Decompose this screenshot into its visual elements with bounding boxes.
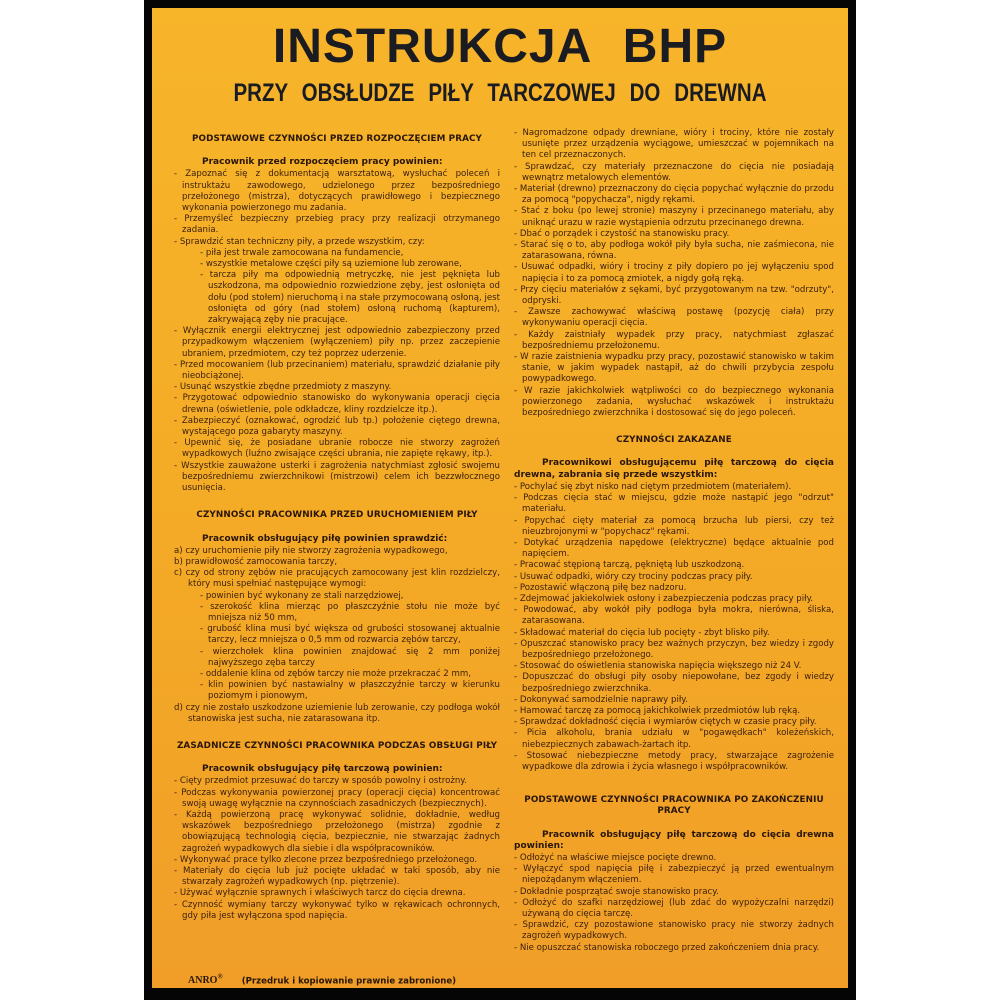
list-item: - Przemyśleć bezpieczny przebieg pracy przy realizacji otrzymanego zadania. (174, 214, 500, 236)
sub-list-item: - oddalenie klina od zębów tarczy nie może przekraczać 2 mm, (200, 669, 500, 680)
list-item: - Podczas wykonywania powierzonej pracy (operacji cięcia) koncentrować swoją uwagę wyłącznie na czynnościach zasadniczych (bezpiecznych). (174, 788, 500, 810)
section-intro: Pracownikowi obsługującemu piłę tarczową do cięcia drewna, zabrania się przede wszystkim: (514, 458, 834, 480)
instruction-list (174, 776, 500, 922)
list-item: d) czy nie zostało uszkodzone uziemienie lub zerowanie, czy podłoga wokół stanowiska jest sucha, nie zatarasowana itp. (174, 702, 500, 724)
list-item: - Podczas cięcia stać w miejscu, gdzie może nastąpić jego "odrzut" materiału. (514, 493, 834, 515)
list-item: - Dbać o porządek i czystość na stanowisku pracy. (514, 229, 834, 240)
instruction-list (174, 326, 500, 494)
spacer (514, 783, 834, 789)
list-item: - Składować materiał do cięcia lub pocięty - zbyt blisko piły. (514, 628, 834, 639)
list-item: - Sprawdzać dokładność cięcia i wymiarów ciętych w czasie pracy piły. (514, 717, 834, 728)
sign-panel (152, 8, 848, 988)
sub-list (200, 591, 500, 703)
list-item: - Sprawdzić stan techniczny piły, a przede wszystkim, czy: (174, 237, 500, 248)
list-item: - Czynność wymiany tarczy wykonywać tylko w rękawicach ochronnych, gdy piła jest wyłączona spod napięcia. (174, 900, 500, 922)
list-item: - Stosować niebezpieczne metody pracy, stwarzające zagrożenie wypadkowe dla zdrowia i życia własnego i współpracowników. (514, 751, 834, 773)
list-item: - Używać wyłącznie sprawnych i właściwych tarcz do cięcia drewna. (174, 888, 500, 899)
spacer (514, 419, 834, 429)
instruction-list (514, 128, 834, 419)
sub-list-item: - tarcza piły ma odpowiednią metryczkę, nie jest pęknięta lub uszkodzona, ma odpowiednio rozwiedzione zęby, jest osłonięta od dołu (pod stołem) nieruchomą i na stałe przymocowaną osłoną, jest osłonięta od góry (nad stołem) osłoną ruchomą (kapturem), zakrywającą zęby nie pracujące. (200, 270, 500, 326)
list-item: - Dotykać urządzenia napędowe (elektryczne) będące aktualnie pod napięciem. (514, 538, 834, 560)
list-item: - Dokładnie posprzątać swoje stanowisko pracy. (514, 887, 834, 898)
list-item: - Odłożyć na właściwe miejsce pocięte drewno. (514, 853, 834, 864)
sub-list-item: - wszystkie metalowe części piły są uziemione lub zerowane, (200, 259, 500, 270)
brand-logo (188, 975, 223, 986)
left-column (174, 128, 500, 922)
page-subtitle: PRZY OBSŁUDZE PIŁY TARCZOWEJ DO DREWNA (233, 79, 767, 107)
section-intro: Pracownik obsługujący piłę tarczową powinien: (202, 764, 443, 775)
list-item: - Starać się o to, aby podłoga wokół piły była sucha, nie zaśmiecona, nie zatarasowana, równa. (514, 240, 834, 262)
page-title: INSTRUKCJA BHP (272, 20, 728, 73)
section-heading: CZYNNOŚCI ZAKAZANE (616, 435, 732, 446)
footer (188, 973, 456, 986)
list-item: - Zawsze zachowywać właściwą postawę (pozycję ciała) przy wykonywaniu operacji cięcia. (514, 307, 834, 329)
list-item: - Upewnić się, że posiadane ubranie robocze nie stworzy zagrożeń wypadkowych (luźno zwisające części ubrania, nie zapięte rękawy, itp.). (174, 438, 500, 460)
list-item: - Usuwać odpadki, wióry i trociny z piły dopiero po jej wyłączeniu spod napięcia i to za pomocą zmiotek, a nigdy gołą ręką. (514, 262, 834, 284)
list-item: - W razie zaistnienia wypadku przy pracy, pozostawić stanowisko w takim stanie, w jakim wypadek nastąpił, aż do chwili przybycia zespołu powypadkowego. (514, 352, 834, 386)
list-item: - Hamować tarczę za pomocą jakichkolwiek przedmiotów lub ręką. (514, 706, 834, 717)
sub-list (200, 248, 500, 326)
list-item: - Stać z boku (po lewej stronie) maszyny i przecinanego materiału, aby uniknąć urazu w razie wystąpienia odrzutu przecinanego drewna. (514, 206, 834, 228)
registered-mark: ® (217, 973, 223, 981)
list-item: - Wyłącznik energii elektrycznej jest odpowiednio zabezpieczony przed przypadkowym włączeniem (wyłączeniem) piły np. przez zaczepienie ubraniem, przedmiotem, czy też poprzez uderzenie. (174, 326, 500, 360)
list-item: - Usunąć wszystkie zbędne przedmioty z maszyny. (174, 382, 500, 393)
list-item: - Wszystkie zauważone usterki i zagrożenia natychmiast zgłosić swojemu bezpośredniemu zwierzchnikowi (mistrzowi) celem ich bezzwłocznego usunięcia. (174, 461, 500, 495)
section-intro: Pracownik obsługujący piłę tarczową do cięcia drewna powinien: (514, 829, 834, 851)
list-item: - Przed mocowaniem (lub przecinaniem) materiału, sprawdzić działanie piły nieobciążonej. (174, 360, 500, 382)
instruction-list (514, 853, 834, 954)
list-item: - Nagromadzone odpady drewniane, wióry i trociny, które nie zostały usunięte przez urządzenia wyciągowe, umieszczać w pojemnikach na ten cel przeznaczonych. (514, 128, 834, 162)
sub-list-item: - szerokość klina mierząc po płaszczyźnie stołu nie może być mniejsza niż 50 mm, (200, 602, 500, 624)
section-heading: CZYNNOŚCI PRACOWNIKA PRZED URUCHOMIENIEM PIŁY (196, 510, 478, 521)
section-heading: PODSTAWOWE CZYNNOŚCI PRACOWNIKA PO ZAKOŃCZENIU PRACY (524, 795, 824, 817)
right-column (514, 128, 834, 954)
list-item: - Materiały do cięcia lub już pocięte układać w taki sposób, aby nie stwarzały zagrożeń wypadkowych (np. piętrzenie). (174, 866, 500, 888)
list-item: - Popychać cięty materiał za pomocą brzucha lub piersi, czy też nieuzbrojonymi w "popychacz" rękami. (514, 516, 834, 538)
spacer (174, 494, 500, 504)
list-item: - Usuwać odpadki, wióry czy trociny podczas pracy piły. (514, 572, 834, 583)
spacer (174, 725, 500, 735)
brand-name: ANRO (188, 975, 218, 987)
list-item: - Zabezpieczyć (oznakować, ogrodzić lub tp.) położenie ciętego drewna, wystającego poza gabaryty maszyny. (174, 416, 500, 438)
sub-list-item: - wierzchołek klina powinien znajdować się 2 mm poniżej najwyższego zęba tarczy (200, 647, 500, 669)
lettered-list (174, 703, 500, 725)
list-item: - Zdejmować jakiekolwiek osłony i zabezpieczenia podczas pracy piły. (514, 594, 834, 605)
list-item: - Odłożyć do szafki narzędziowej (lub zdać do wypożyczalni narzędzi) używaną do cięcia tarczę. (514, 898, 834, 920)
list-item: - Powodować, aby wokół piły podłoga była mokra, nierówna, śliska, zatarasowana. (514, 605, 834, 627)
section-heading: ZASADNICZE CZYNNOŚCI PRACOWNIKA PODCZAS OBSŁUGI PIŁY (176, 740, 498, 751)
list-item: - Sprawdzać, czy materiały przeznaczone do cięcia nie posiadają wewnątrz metalowych elementów. (514, 162, 834, 184)
section-intro: Pracownik obsługujący piłę powinien sprawdzić: (202, 533, 448, 544)
sub-list-item: - piła jest trwale zamocowana na fundamencie, (200, 248, 500, 259)
list-item: - Każdy zaistniały wypadek przy pracy, natychmiast zgłaszać bezpośredniemu przełożonemu. (514, 330, 834, 352)
sub-list-item: - powinien być wykonany ze stali narzędziowej, (200, 591, 500, 602)
list-item: - Pozostawić włączoną piłę bez nadzoru. (514, 583, 834, 594)
list-item: - Każdą powierzoną pracę wykonywać solidnie, dokładnie, według wskazówek bezpośredniego przełożonego (mistrza) zgodnie z obowiązującą technologią cięcia, bezpiecznie, nie stwarzając żadnych zagrożeń wypadkowych dla siebie i dla współpracowników. (174, 810, 500, 855)
sub-list-item: - grubość klina musi być większa od grubości stosowanej aktualnie tarczy, lecz mniejsza o 0,5 mm od rozwarcia zębów tarczy, (200, 624, 500, 646)
list-item: - Zapoznać się z dokumentacją warsztatową, wysłuchać poleceń i instruktażu zawodowego, udzielonego przez bezpośredniego przełożonego (mistrza), dotyczących prawidłowego i bezpiecznego wykonania powierzonego mu zadania. (174, 169, 500, 214)
list-item: - Przygotować odpowiednio stanowisko do wykonywania operacji cięcia drewna (oświetlenie, pole odkładcze, kliny rozdzielcze itp.). (174, 393, 500, 415)
list-item: - Cięty przedmiot przesuwać do tarczy w sposób powolny i ostrożny. (174, 776, 500, 787)
safety-sign (144, 0, 856, 1000)
list-item: - W razie jakichkolwiek wątpliwości co do bezpiecznego wykonania powierzonego zadania, wysłuchać wskazówek i instruktażu bezpośredniego zwierzchnika i dostosować się do jego poleceń. (514, 386, 834, 420)
list-item: - Nie opuszczać stanowiska roboczego przed zakończeniem dnia pracy. (514, 943, 834, 954)
copyright-notice: (Przedruk i kopiowanie prawnie zabronione) (241, 976, 457, 987)
spacer (514, 773, 834, 783)
list-item: - Wyłączyć spod napięcia piłę i zabezpieczyć ją przed ewentualnym niepożądanym włączeniem. (514, 864, 834, 886)
list-item: - Pracować stępioną tarczą, pękniętą lub uszkodzoną. (514, 560, 834, 571)
list-item: - Sprawdzić, czy pozostawione stanowisko pracy nie stworzy żadnych zagrożeń wypadkowych. (514, 920, 834, 942)
list-item: - Przy cięciu materiałów z sękami, być przygotowanym na tzw. "odrzuty", odpryski. (514, 285, 834, 307)
list-item: - Opuszczać stanowisko pracy bez ważnych przyczyn, bez wiedzy i zgody bezpośredniego przełożonego. (514, 639, 834, 661)
sub-list-item: - klin powinien być nastawialny w płaszczyźnie tarczy w kierunku poziomym i pionowym, (200, 680, 500, 702)
prohibited-list (514, 482, 834, 773)
list-item: - Picia alkoholu, brania udziału w "pogawędkach" koleżeńskich, niebezpiecznych zabawach-żartach itp. (514, 728, 834, 750)
list-item: - Pochylać się zbyt nisko nad ciętym przedmiotem (materiałem). (514, 482, 834, 493)
list-item: - Stosować do oświetlenia stanowiska napięcia większego niż 24 V. (514, 661, 834, 672)
instruction-list (174, 169, 500, 247)
list-item: - Dokonywać samodzielnie naprawy piły. (514, 695, 834, 706)
list-item: b) prawidłowość zamocowania tarczy, (174, 556, 338, 567)
section-intro: Pracownik przed rozpoczęciem pracy powinien: (202, 157, 443, 168)
list-item: - Dopuszczać do obsługi piły osoby niepowołane, bez zgody i wiedzy bezpośredniego zwierzchnika. (514, 672, 834, 694)
section-heading: PODSTAWOWE CZYNNOŚCI PRZED ROZPOCZĘCIEM PRACY (191, 134, 483, 144)
list-item: - Wykonywać prace tylko zlecone przez bezpośredniego przełożonego. (174, 855, 500, 866)
list-item: c) czy od strony zębów nie pracujących zamocowany jest klin rozdzielczy, który musi spełniać następujące wymogi: (174, 568, 500, 590)
lettered-list (174, 546, 500, 591)
list-item: - Materiał (drewno) przeznaczony do cięcia popychać wyłącznie do przodu za pomocą "popychacza", nigdy rękami. (514, 184, 834, 206)
list-item: a) czy uruchomienie piły nie stworzy zagrożenia wypadkowego, (174, 545, 448, 556)
